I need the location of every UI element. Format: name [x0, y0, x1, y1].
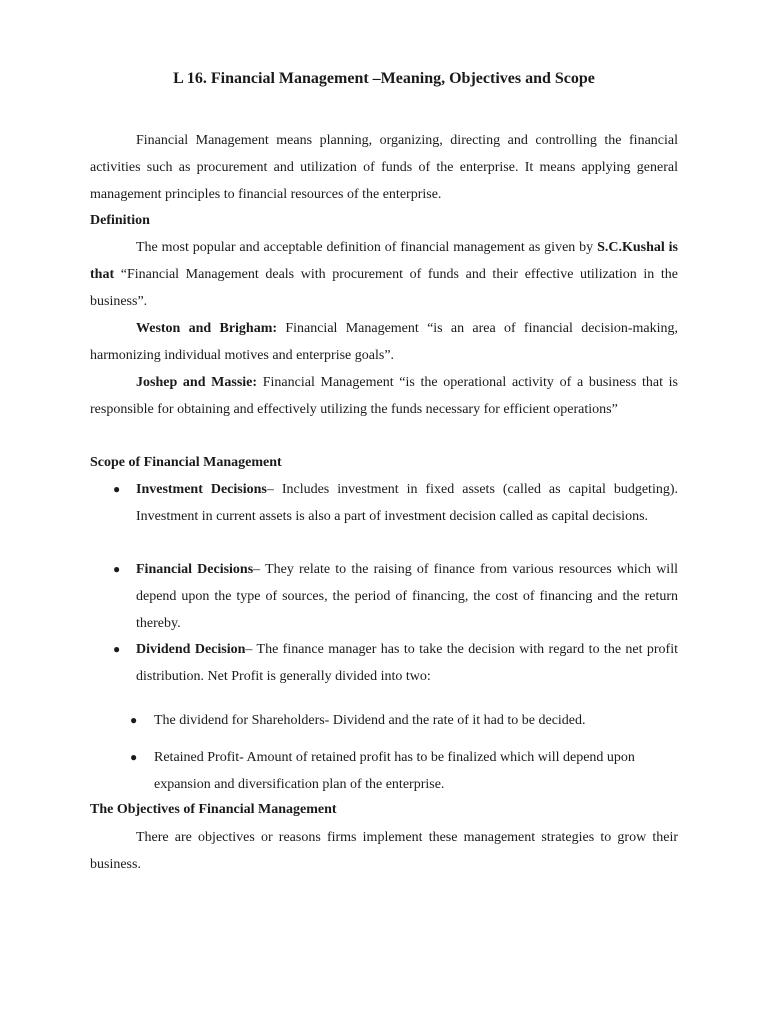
definition-text: The most popular and acceptable definition of financial management as given by — [136, 240, 594, 255]
objectives-heading: The Objectives of Financial Management — [90, 802, 337, 817]
scope-item-dividend — [113, 636, 678, 690]
bullet-icon: ● — [113, 562, 121, 576]
scope-item-title: Financial Decisions — [136, 562, 254, 577]
sub-item-text: The dividend for Shareholders- Dividend and the rate of it had to be decided. — [154, 713, 586, 728]
definition-author: S.C.Kushal is that — [90, 240, 678, 282]
scope-item-text: – Includes investment in fixed assets (called as capital budgeting). Investment in current assets is also a part of investment decision called as capital decisions. — [136, 482, 678, 524]
page-title: L 16. Financial Management –Meaning, Objectives and Scope — [173, 70, 595, 87]
bullet-icon: ● — [130, 750, 138, 764]
scope-heading: Scope of Financial Management — [90, 455, 282, 470]
weston-quote: Financial Management “is an area of financial decision-making, harmonizing individual motives and enterprise goals”. — [90, 321, 679, 363]
dividend-sub-item-shareholders — [130, 707, 678, 734]
bullet-icon: ● — [113, 482, 121, 496]
definition-heading: Definition — [90, 213, 150, 228]
definition-paragraph — [90, 234, 678, 315]
definition-quote: “Financial Management deals with procurement of funds and their effective utilization in the business”. — [90, 267, 679, 309]
bullet-icon: ● — [113, 642, 121, 656]
scope-item-investment — [113, 476, 678, 530]
joshep-paragraph — [90, 369, 678, 423]
scope-item-financial — [113, 556, 678, 637]
objectives-paragraph: There are objectives or reasons firms implement these management strategies to grow their business. — [90, 830, 678, 872]
joshep-author: Joshep and Massie: — [136, 375, 258, 390]
scope-item-text: – They relate to the raising of finance from various resources which will depend upon the type of sources, the period of financing, the cost of financing and the return thereby. — [136, 562, 678, 631]
intro-paragraph: Financial Management means planning, organizing, directing and controlling the financial activities such as procurement and utilization of funds of the enterprise. It means applying general management principles to financial resources of the enterprise. — [90, 133, 678, 202]
scope-item-title: Dividend Decision — [136, 642, 246, 657]
dividend-sub-item-retained — [130, 744, 678, 798]
sub-item-text: Retained Profit- Amount of retained profit has to be finalized which will depend upon expansion and diversification plan of the enterprise. — [154, 750, 635, 792]
scope-item-text: – The finance manager has to take the decision with regard to the net profit distribution. Net Profit is generally divided into two: — [136, 642, 678, 684]
scope-item-title: Investment Decisions — [136, 482, 267, 497]
bullet-icon: ● — [130, 713, 138, 727]
joshep-quote: Financial Management “is the operational activity of a business that is responsible for obtaining and effectively utilizing the funds necessary for efficient operations” — [90, 375, 678, 417]
weston-author: Weston and Brigham: — [136, 321, 278, 336]
weston-paragraph — [90, 315, 678, 369]
